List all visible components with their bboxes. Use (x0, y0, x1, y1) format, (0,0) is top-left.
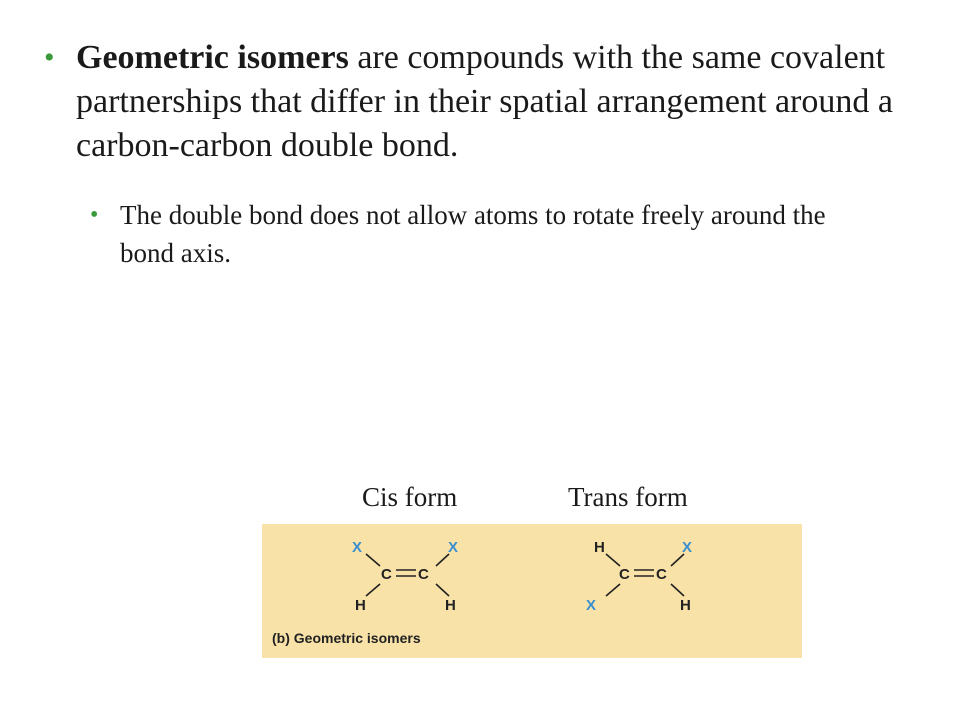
trans-molecule (586, 539, 692, 614)
trans-bottom-right-atom: H (680, 597, 691, 614)
cis-molecule (352, 539, 458, 614)
main-bullet-rest: are compounds with the same covalent partnerships that differ in their spatial arrangement around a carbon-carbon double bond. (76, 39, 893, 164)
cis-top-left-atom: X (352, 539, 363, 556)
trans-carbon-2: C (656, 566, 667, 583)
cis-carbon-1: C (381, 566, 392, 583)
cis-carbon-2: C (418, 566, 429, 583)
sub-bullet-text: The double bond does not allow atoms to rotate freely around the bond axis. (120, 200, 826, 268)
bullet-dot: • (90, 202, 99, 228)
isomer-figure (262, 524, 802, 658)
trans-carbon-1: C (619, 566, 630, 583)
main-bullet-text (76, 36, 916, 168)
trans-top-right-atom: X (682, 539, 693, 556)
figure-caption (272, 630, 421, 646)
cis-top-right-atom: X (448, 539, 459, 556)
cis-bottom-left-atom: H (355, 597, 366, 614)
main-bullet-bold: Geometric isomers (76, 39, 349, 76)
trans-bottom-left-atom: X (586, 597, 597, 614)
trans-top-left-atom: H (594, 539, 605, 556)
cis-bottom-right-atom: H (445, 597, 456, 614)
cis-form-label: Cis form (362, 482, 458, 512)
bullet-dot: • (44, 41, 55, 74)
trans-form-label: Trans form (568, 482, 688, 512)
figure-caption-text: Geometric isomers (289, 630, 421, 646)
figure-caption-tag: (b) (272, 630, 290, 646)
